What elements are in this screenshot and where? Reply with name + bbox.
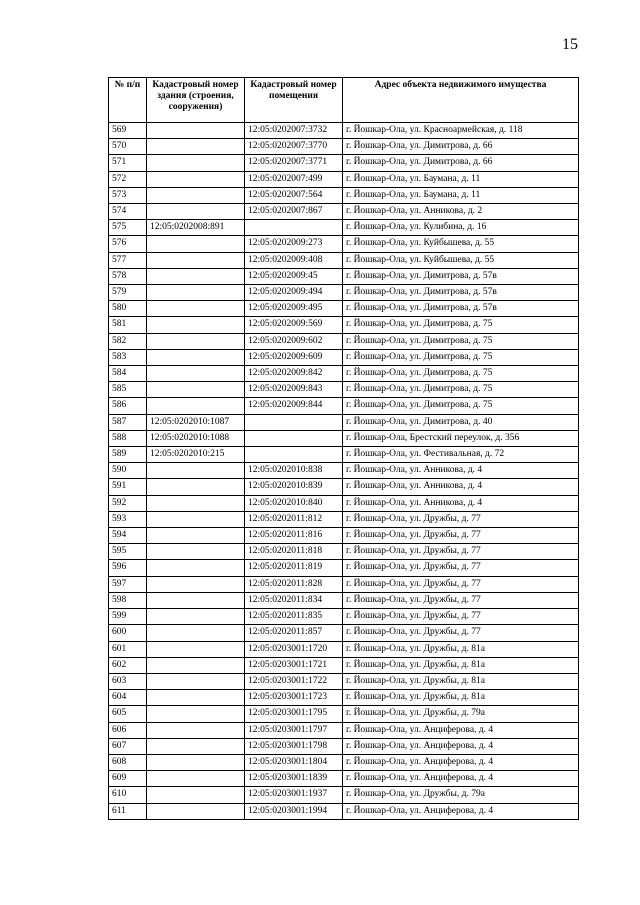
cell-row-number: 582 <box>109 333 147 349</box>
cell-room-cadastral: 12:05:0203001:1795 <box>245 706 343 722</box>
table-row <box>109 657 579 673</box>
cell-building-cadastral: 12:05:0202008:891 <box>147 220 245 236</box>
cell-row-number: 602 <box>109 657 147 673</box>
page-number: 15 <box>562 36 578 53</box>
cell-address: г. Йошкар-Ола, ул. Димитрова, д. 75 <box>343 398 579 414</box>
cell-address: г. Йошкар-Ола, ул. Димитрова, д. 75 <box>343 349 579 365</box>
cell-row-number: 598 <box>109 592 147 608</box>
cell-room-cadastral: 12:05:0202011:819 <box>245 560 343 576</box>
cell-address: г. Йошкар-Ола, ул. Баумана, д. 11 <box>343 171 579 187</box>
cell-room-cadastral <box>245 447 343 463</box>
cell-row-number: 580 <box>109 301 147 317</box>
cell-address: г. Йошкар-Ола, ул. Анникова, д. 4 <box>343 495 579 511</box>
cell-address: г. Йошкар-Ола, Брестский переулок, д. 356 <box>343 430 579 446</box>
cell-address: г. Йошкар-Ола, ул. Красноармейская, д. 118 <box>343 123 579 139</box>
cell-row-number: 604 <box>109 690 147 706</box>
cell-room-cadastral: 12:05:0202009:842 <box>245 366 343 382</box>
table-row <box>109 771 579 787</box>
cell-building-cadastral <box>147 333 245 349</box>
cell-row-number: 608 <box>109 754 147 770</box>
cell-row-number: 585 <box>109 382 147 398</box>
cell-building-cadastral <box>147 366 245 382</box>
table-row <box>109 706 579 722</box>
table-row <box>109 236 579 252</box>
table-row <box>109 220 579 236</box>
cell-row-number: 571 <box>109 155 147 171</box>
cell-address: г. Йошкар-Ола, ул. Дружбы, д. 81а <box>343 690 579 706</box>
cell-address: г. Йошкар-Ола, ул. Димитрова, д. 66 <box>343 139 579 155</box>
table-row <box>109 139 579 155</box>
cell-building-cadastral: 12:05:0202010:215 <box>147 447 245 463</box>
cell-building-cadastral <box>147 771 245 787</box>
cell-row-number: 603 <box>109 673 147 689</box>
table-row <box>109 252 579 268</box>
cell-room-cadastral: 12:05:0203001:1722 <box>245 673 343 689</box>
cell-row-number: 596 <box>109 560 147 576</box>
table-row <box>109 609 579 625</box>
cell-building-cadastral <box>147 382 245 398</box>
cell-row-number: 579 <box>109 285 147 301</box>
table-row <box>109 560 579 576</box>
table-row <box>109 349 579 365</box>
table-row <box>109 155 579 171</box>
cell-building-cadastral <box>147 673 245 689</box>
table-row <box>109 592 579 608</box>
table-row <box>109 495 579 511</box>
cell-address: г. Йошкар-Ола, ул. Дружбы, д. 77 <box>343 544 579 560</box>
cell-row-number: 599 <box>109 609 147 625</box>
cell-row-number: 607 <box>109 738 147 754</box>
cell-address: г. Йошкар-Ола, ул. Димитрова, д. 57в <box>343 268 579 284</box>
cell-address: г. Йошкар-Ола, ул. Дружбы, д. 81а <box>343 657 579 673</box>
cell-address: г. Йошкар-Ола, ул. Дружбы, д. 77 <box>343 576 579 592</box>
table-row <box>109 447 579 463</box>
cell-row-number: 590 <box>109 463 147 479</box>
cell-address: г. Йошкар-Ола, ул. Дружбы, д. 81а <box>343 641 579 657</box>
table-row <box>109 738 579 754</box>
cell-room-cadastral: 12:05:0203001:1937 <box>245 787 343 803</box>
cell-row-number: 588 <box>109 430 147 446</box>
cell-room-cadastral: 12:05:0202009:408 <box>245 252 343 268</box>
cell-row-number: 584 <box>109 366 147 382</box>
cell-room-cadastral: 12:05:0202007:3732 <box>245 123 343 139</box>
cell-room-cadastral: 12:05:0202009:602 <box>245 333 343 349</box>
table-row <box>109 366 579 382</box>
cell-address: г. Йошкар-Ола, ул. Димитрова, д. 75 <box>343 366 579 382</box>
cell-row-number: 577 <box>109 252 147 268</box>
cell-room-cadastral: 12:05:0203001:1994 <box>245 803 343 819</box>
cell-room-cadastral: 12:05:0202010:839 <box>245 479 343 495</box>
cell-building-cadastral <box>147 187 245 203</box>
cell-room-cadastral: 12:05:0203001:1797 <box>245 722 343 738</box>
cell-row-number: 586 <box>109 398 147 414</box>
table-row <box>109 333 579 349</box>
cell-room-cadastral: 12:05:0203001:1839 <box>245 771 343 787</box>
cell-building-cadastral <box>147 803 245 819</box>
table-row <box>109 171 579 187</box>
cell-room-cadastral: 12:05:0203001:1720 <box>245 641 343 657</box>
cell-room-cadastral: 12:05:0202007:867 <box>245 204 343 220</box>
cell-row-number: 581 <box>109 317 147 333</box>
cell-room-cadastral: 12:05:0202009:569 <box>245 317 343 333</box>
header-row-number: № п/п <box>109 78 147 123</box>
cell-room-cadastral: 12:05:0202011:835 <box>245 609 343 625</box>
cell-building-cadastral <box>147 236 245 252</box>
cell-address: г. Йошкар-Ола, ул. Кулибина, д. 16 <box>343 220 579 236</box>
table-row <box>109 722 579 738</box>
cell-address: г. Йошкар-Ола, ул. Анциферова, д. 4 <box>343 771 579 787</box>
cell-room-cadastral: 12:05:0202011:818 <box>245 544 343 560</box>
cell-address: г. Йошкар-Ола, ул. Дружбы, д. 81а <box>343 673 579 689</box>
cell-row-number: 587 <box>109 414 147 430</box>
cell-room-cadastral: 12:05:0202011:816 <box>245 528 343 544</box>
header-building-cadastral: Кадастровый номер здания (строения, сооружения) <box>147 78 245 123</box>
cell-address: г. Йошкар-Ола, ул. Куйбышева, д. 55 <box>343 236 579 252</box>
table-row <box>109 204 579 220</box>
cell-room-cadastral: 12:05:0202009:494 <box>245 285 343 301</box>
table-row <box>109 625 579 641</box>
cell-address: г. Йошкар-Ола, ул. Димитрова, д. 40 <box>343 414 579 430</box>
cell-address: г. Йошкар-Ола, ул. Дружбы, д. 77 <box>343 609 579 625</box>
header-address: Адрес объекта недвижимого имущества <box>343 78 579 123</box>
cell-address: г. Йошкар-Ола, ул. Дружбы, д. 77 <box>343 592 579 608</box>
cell-building-cadastral <box>147 560 245 576</box>
table-row <box>109 641 579 657</box>
cell-room-cadastral: 12:05:0202007:564 <box>245 187 343 203</box>
cell-address: г. Йошкар-Ола, ул. Дружбы, д. 77 <box>343 511 579 527</box>
cell-row-number: 583 <box>109 349 147 365</box>
cell-row-number: 609 <box>109 771 147 787</box>
cell-building-cadastral <box>147 268 245 284</box>
property-registry-table <box>108 77 579 820</box>
cell-address: г. Йошкар-Ола, ул. Дружбы, д. 77 <box>343 625 579 641</box>
cell-building-cadastral <box>147 495 245 511</box>
cell-row-number: 593 <box>109 511 147 527</box>
cell-building-cadastral <box>147 349 245 365</box>
cell-address: г. Йошкар-Ола, ул. Анциферова, д. 4 <box>343 803 579 819</box>
table-row <box>109 301 579 317</box>
table-row <box>109 123 579 139</box>
cell-row-number: 601 <box>109 641 147 657</box>
cell-address: г. Йошкар-Ола, ул. Дружбы, д. 77 <box>343 560 579 576</box>
cell-room-cadastral: 12:05:0202009:609 <box>245 349 343 365</box>
cell-row-number: 594 <box>109 528 147 544</box>
cell-row-number: 572 <box>109 171 147 187</box>
cell-address: г. Йошкар-Ола, ул. Баумана, д. 11 <box>343 187 579 203</box>
cell-room-cadastral: 12:05:0202009:495 <box>245 301 343 317</box>
cell-building-cadastral <box>147 657 245 673</box>
table-row <box>109 187 579 203</box>
table-row <box>109 285 579 301</box>
cell-address: г. Йошкар-Ола, ул. Анциферова, д. 4 <box>343 754 579 770</box>
table-row <box>109 544 579 560</box>
table-row <box>109 528 579 544</box>
cell-building-cadastral <box>147 706 245 722</box>
table-row <box>109 479 579 495</box>
cell-room-cadastral: 12:05:0202007:3770 <box>245 139 343 155</box>
cell-room-cadastral: 12:05:0202011:834 <box>245 592 343 608</box>
table-row <box>109 576 579 592</box>
cell-building-cadastral <box>147 317 245 333</box>
cell-room-cadastral: 12:05:0202007:499 <box>245 171 343 187</box>
table-row <box>109 382 579 398</box>
cell-address: г. Йошкар-Ола, ул. Димитрова, д. 66 <box>343 155 579 171</box>
cell-address: г. Йошкар-Ола, ул. Анциферова, д. 4 <box>343 722 579 738</box>
cell-row-number: 600 <box>109 625 147 641</box>
cell-address: г. Йошкар-Ола, ул. Димитрова, д. 57в <box>343 285 579 301</box>
cell-address: г. Йошкар-Ола, ул. Дружбы, д. 77 <box>343 528 579 544</box>
cell-row-number: 578 <box>109 268 147 284</box>
cell-row-number: 610 <box>109 787 147 803</box>
cell-row-number: 606 <box>109 722 147 738</box>
cell-building-cadastral <box>147 155 245 171</box>
cell-address: г. Йошкар-Ола, ул. Дружбы, д. 79а <box>343 787 579 803</box>
cell-building-cadastral <box>147 738 245 754</box>
cell-row-number: 592 <box>109 495 147 511</box>
cell-address: г. Йошкар-Ола, ул. Анникова, д. 4 <box>343 463 579 479</box>
cell-building-cadastral <box>147 301 245 317</box>
cell-building-cadastral: 12:05:0202010:1087 <box>147 414 245 430</box>
cell-building-cadastral <box>147 609 245 625</box>
cell-address: г. Йошкар-Ола, ул. Димитрова, д. 57в <box>343 301 579 317</box>
table-row <box>109 398 579 414</box>
cell-building-cadastral <box>147 139 245 155</box>
cell-row-number: 591 <box>109 479 147 495</box>
cell-room-cadastral: 12:05:0202011:828 <box>245 576 343 592</box>
cell-row-number: 597 <box>109 576 147 592</box>
cell-building-cadastral <box>147 123 245 139</box>
cell-row-number: 569 <box>109 123 147 139</box>
table-row <box>109 787 579 803</box>
table-row <box>109 673 579 689</box>
table-row <box>109 690 579 706</box>
table-body <box>109 123 579 820</box>
cell-room-cadastral: 12:05:0203001:1723 <box>245 690 343 706</box>
cell-row-number: 573 <box>109 187 147 203</box>
table-row <box>109 414 579 430</box>
cell-room-cadastral: 12:05:0202009:273 <box>245 236 343 252</box>
cell-building-cadastral <box>147 204 245 220</box>
cell-building-cadastral <box>147 479 245 495</box>
cell-row-number: 611 <box>109 803 147 819</box>
cell-room-cadastral: 12:05:0202009:843 <box>245 382 343 398</box>
cell-address: г. Йошкар-Ола, ул. Анциферова, д. 4 <box>343 738 579 754</box>
cell-address: г. Йошкар-Ола, ул. Фестивальная, д. 72 <box>343 447 579 463</box>
cell-building-cadastral <box>147 544 245 560</box>
table-row <box>109 430 579 446</box>
cell-row-number: 576 <box>109 236 147 252</box>
cell-address: г. Йошкар-Ола, ул. Дружбы, д. 79а <box>343 706 579 722</box>
cell-room-cadastral: 12:05:0202011:812 <box>245 511 343 527</box>
cell-room-cadastral: 12:05:0202010:838 <box>245 463 343 479</box>
cell-building-cadastral <box>147 285 245 301</box>
cell-address: г. Йошкар-Ола, ул. Димитрова, д. 75 <box>343 382 579 398</box>
cell-building-cadastral <box>147 576 245 592</box>
cell-building-cadastral <box>147 722 245 738</box>
table-row <box>109 511 579 527</box>
cell-address: г. Йошкар-Ола, ул. Димитрова, д. 75 <box>343 317 579 333</box>
cell-building-cadastral <box>147 398 245 414</box>
cell-building-cadastral <box>147 528 245 544</box>
cell-room-cadastral: 12:05:0202011:857 <box>245 625 343 641</box>
cell-row-number: 605 <box>109 706 147 722</box>
cell-row-number: 589 <box>109 447 147 463</box>
table-row <box>109 317 579 333</box>
cell-room-cadastral: 12:05:0202009:45 <box>245 268 343 284</box>
cell-building-cadastral <box>147 592 245 608</box>
cell-building-cadastral <box>147 252 245 268</box>
cell-building-cadastral <box>147 641 245 657</box>
table-row <box>109 268 579 284</box>
table-header-row <box>109 78 579 123</box>
cell-room-cadastral: 12:05:0203001:1804 <box>245 754 343 770</box>
cell-room-cadastral: 12:05:0203001:1798 <box>245 738 343 754</box>
header-room-cadastral: Кадастровый номер помещения <box>245 78 343 123</box>
cell-row-number: 574 <box>109 204 147 220</box>
table-row <box>109 754 579 770</box>
cell-building-cadastral <box>147 690 245 706</box>
table-row <box>109 803 579 819</box>
cell-building-cadastral <box>147 463 245 479</box>
cell-building-cadastral <box>147 787 245 803</box>
cell-building-cadastral <box>147 754 245 770</box>
cell-room-cadastral: 12:05:0202010:840 <box>245 495 343 511</box>
table-row <box>109 463 579 479</box>
cell-building-cadastral <box>147 511 245 527</box>
cell-row-number: 595 <box>109 544 147 560</box>
cell-address: г. Йошкар-Ола, ул. Куйбышева, д. 55 <box>343 252 579 268</box>
cell-building-cadastral <box>147 171 245 187</box>
cell-row-number: 575 <box>109 220 147 236</box>
cell-address: г. Йошкар-Ола, ул. Димитрова, д. 75 <box>343 333 579 349</box>
cell-address: г. Йошкар-Ола, ул. Анникова, д. 2 <box>343 204 579 220</box>
cell-room-cadastral: 12:05:0202007:3771 <box>245 155 343 171</box>
cell-row-number: 570 <box>109 139 147 155</box>
cell-room-cadastral <box>245 414 343 430</box>
cell-room-cadastral <box>245 220 343 236</box>
cell-building-cadastral <box>147 625 245 641</box>
cell-room-cadastral: 12:05:0202009:844 <box>245 398 343 414</box>
cell-address: г. Йошкар-Ола, ул. Анникова, д. 4 <box>343 479 579 495</box>
cell-building-cadastral: 12:05:0202010:1088 <box>147 430 245 446</box>
cell-room-cadastral: 12:05:0203001:1721 <box>245 657 343 673</box>
cell-room-cadastral <box>245 430 343 446</box>
